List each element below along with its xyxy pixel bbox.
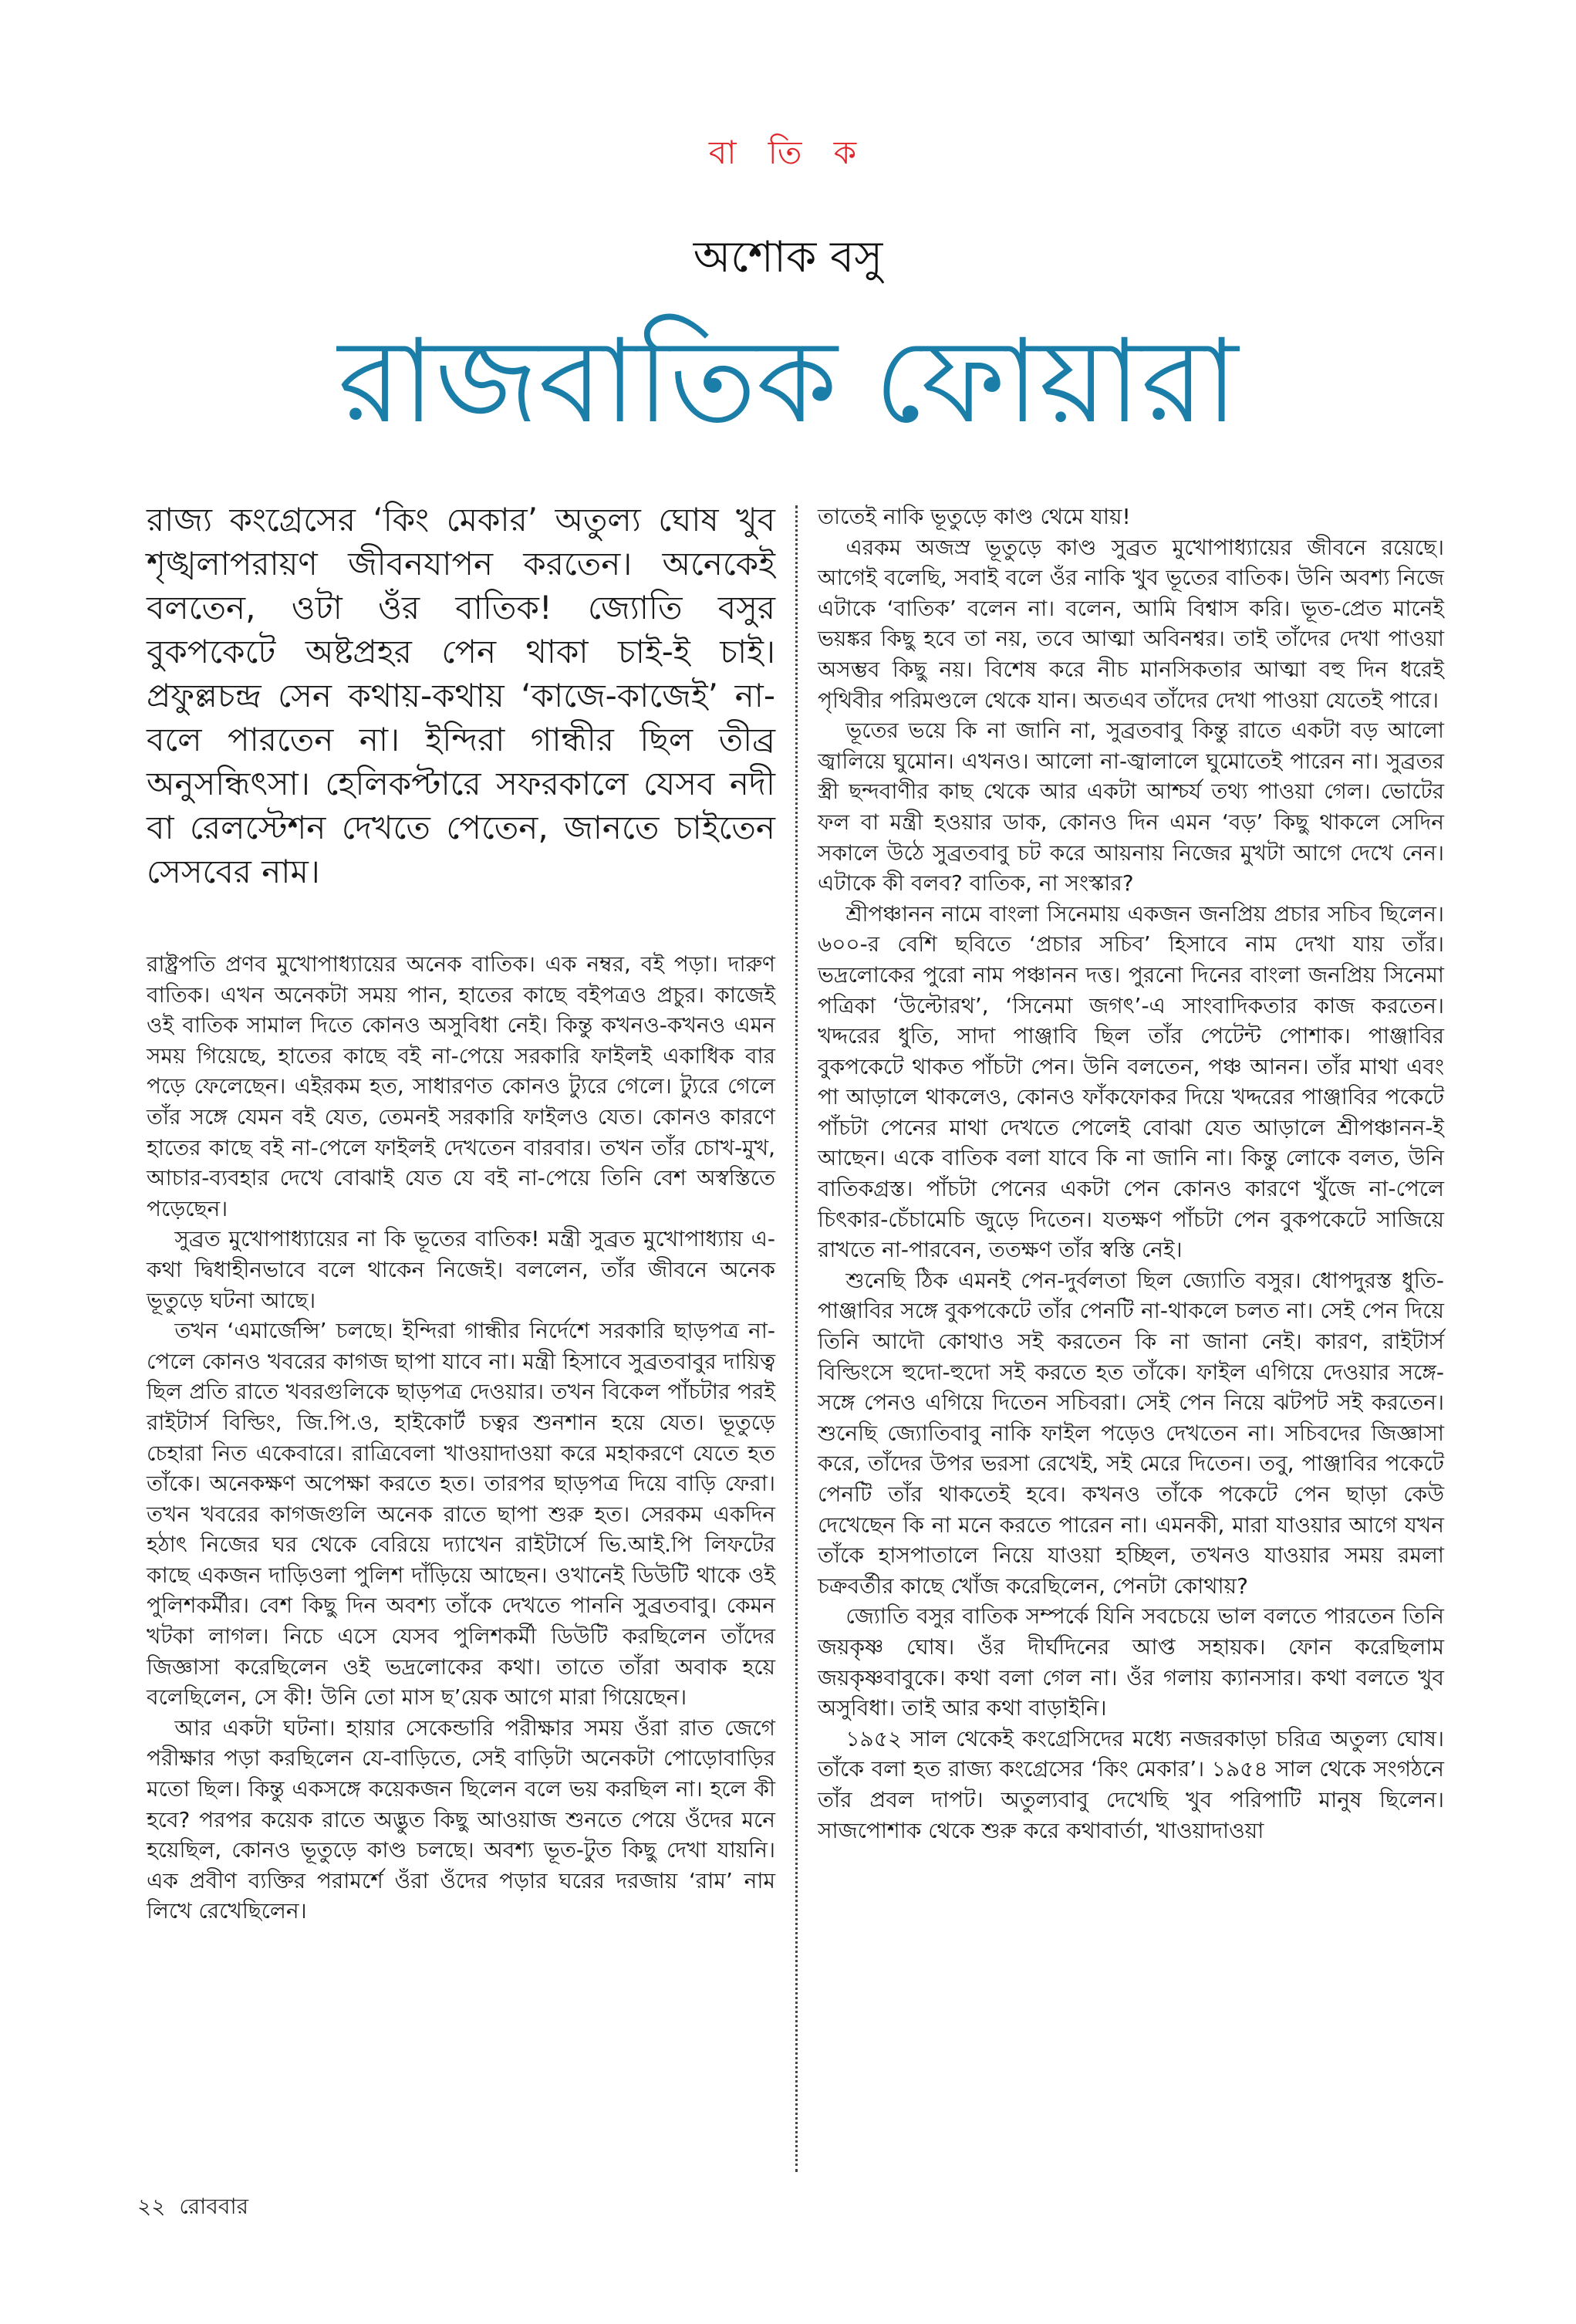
body-paragraph: এরকম অজস্র ভূতুড়ে কাণ্ড সুব্রত মুখোপাধ্যায়ের জীবনে রয়েছে। আগেই বলেছি, সবাই বলে ওঁর নাকি খুব ভূতের বাতিক। উনি অবশ্য নিজে এটাকে ‘বাতিক’ বলেন না। বলেন, আমি বিশ্বাস করি। ভূত-প্রেত মানেই ভয়ঙ্কর কিছু হবে তা নয়, তবে আত্মা অবিনশ্বর। তাই তাঁদের দেখা পাওয়া অসম্ভব কিছু নয়। বিশেষ করে নীচ মানসিকতার আত্মা বহু দিন ধরেই পৃথিবীর পরিমণ্ডলে থেকে যান। অতএব তাঁদের দেখা পাওয়া যেতেই পারে।: [818, 534, 1444, 713]
left-column: [147, 949, 775, 1927]
body-paragraph: তখন ‘এমার্জেন্সি’ চলছে। ইন্দিরা গান্ধীর নির্দেশে সরকারি ছাড়পত্র না-পেলে কোনও খবরের কাগজ ছাপা যাবে না। মন্ত্রী হিসাবে সুব্রতবাবুর দায়িত্ব ছিল প্রতি রাতে খবরগুলিকে ছাড়পত্র দেওয়ার। তখন বিকেল পাঁচটার পরই রাইটার্স বিল্ডিং, জি.পি.ও, হাইকোর্ট চত্বর শুনশান হয়ে যেত। ভূতুড়ে চেহারা নিত একেবারে। রাত্রিবেলা খাওয়াদাওয়া করে মহাকরণে যেতে হত তাঁকে। অনেকক্ষণ অপেক্ষা করতে হত। তারপর ছাড়পত্র দিয়ে বাড়ি ফেরা। তখন খবরের কাগজগুলি অনেক রাতে ছাপা শুরু হত। সেরকম একদিন হঠাৎ নিজের ঘর থেকে বেরিয়ে দ্যাখেন রাইটার্সে ভি.আই.পি লিফটের কাছে একজন দাড়িওলা পুলিশ দাঁড়িয়ে আছেন। ওখানেই ডিউটি থাকে ওই পুলিশকর্মীর। বেশ কিছু দিন অবশ্য তাঁকে দেখতে পাননি সুব্রতবাবু। কেমন খটকা লাগল। নিচে এসে যেসব পুলিশকর্মী ডিউটি করছিলেন তাঁদের জিজ্ঞাসা করেছিলেন ওই ভদ্রলোকের কথা। তাতে তাঁরা অবাক হয়ে বলেছিলেন, সে কী! উনি তো মাস ছ’য়েক আগে মারা গিয়েছেন।: [147, 1318, 775, 1711]
body-paragraph: ১৯৫২ সাল থেকেই কংগ্রেসিদের মধ্যে নজরকাড়া চরিত্র অতুল্য ঘোষ। তাঁকে বলা হত রাজ্য কংগ্রেসের ‘কিং মেকার’। ১৯৫৪ সাল থেকে সংগঠনে তাঁর প্রবল দাপট। অতুল্যবাবু দেখেছি খুব পরিপাটি মানুষ ছিলেন। সাজপোশাক থেকে শুরু করে কথাবার্তা, খাওয়াদাওয়া: [818, 1725, 1444, 1843]
section-label: বা তি ক: [708, 133, 868, 171]
article-title: রাজবাতিক ফোয়ারা: [337, 315, 1239, 449]
publication-name: রোববার: [179, 2194, 248, 2219]
body-paragraph: রাষ্ট্রপতি প্রণব মুখোপাধ্যায়ের অনেক বাতিক। এক নম্বর, বই পড়া। দারুণ বাতিক। এখন অনেকটা সময় পান, হাতের কাছে বইপত্রও প্রচুর। কাজেই ওই বাতিক সামাল দিতে কোনও অসুবিধা নেই। কিন্তু কখনও-কখনও এমন সময় গিয়েছে, হাতের কাছে বই না-পেয়ে সরকারি ফাইলই একাধিক বার পড়ে ফেলেছেন। এইরকম হত, সাধারণত কোনও ট্যুরে গেলে। ট্যুরে গেলে তাঁর সঙ্গে যেমন বই যেত, তেমনই সরকারি ফাইলও যেত। কোনও কারণে হাতের কাছে বই না-পেলে ফাইলই দেখতেন বারবার। তখন তাঁর চোখ-মুখ, আচার-ব্যবহার দেখে বোঝাই যেত যে বই না-পেয়ে তিনি বেশ অস্বস্তিতে পড়েছেন।: [147, 951, 775, 1221]
right-column: [818, 502, 1444, 1846]
column-divider: [795, 505, 798, 2172]
page-number: ২২: [137, 2194, 166, 2219]
body-paragraph-continuation: তাতেই নাকি ভূতুড়ে কাণ্ড থেমে যায়!: [818, 504, 1131, 529]
body-paragraph: আর একটা ঘটনা। হায়ার সেকেন্ডারি পরীক্ষার সময় ওঁরা রাত জেগে পরীক্ষার পড়া করছিলেন যে-বাড়িতে, সেই বাড়িটা অনেকটা পোড়োবাড়ির মতো ছিল। কিন্তু একসঙ্গে কয়েকজন ছিলেন বলে ভয় করছিল না। হলে কী হবে? পরপর কয়েক রাতে অদ্ভুত কিছু আওয়াজ শুনতে পেয়ে ওঁদের মনে হয়েছিল, কোনও ভূতুড়ে কাণ্ড চলছে। অবশ্য ভূত-টুত কিছু দেখা যায়নি। এক প্রবীণ ব্যক্তির পরামর্শে ওঁরা ওঁদের পড়ার ঘরের দরজায় ‘রাম’ নাম লিখে রেখেছিলেন।: [147, 1714, 775, 1924]
body-paragraph: সুব্রত মুখোপাধ্যায়ের না কি ভূতের বাতিক! মন্ত্রী সুব্রত মুখোপাধ্যায় এ-কথা দ্বিধাহীনভাবে বলে থাকেন নিজেই। বললেন, তাঁর জীবনে অনেক ভূতুড়ে ঘটনা আছে।: [147, 1226, 775, 1313]
article-intro: [147, 498, 775, 893]
body-paragraph: ভূতের ভয়ে কি না জানি না, সুব্রতবাবু কিন্তু রাতে একটা বড় আলো জ্বালিয়ে ঘুমোন। এখনও। আলো না-জ্বালালে ঘুমোতেই পারেন না। সুব্রতর স্ত্রী ছন্দবাণীর কাছ থেকে আর একটা আশ্চর্য তথ্য পাওয়া গেল। ভোটের ফল বা মন্ত্রী হওয়ার ডাক, কোনও দিন এমন ‘বড়’ কিছু থাকলে সেদিন সকালে উঠে সুব্রতবাবু চট করে আয়নায় নিজের মুখটা আগে দেখে নেন। এটাকে কী বলব? বাতিক, না সংস্কার?: [818, 718, 1444, 897]
body-paragraph: জ্যোতি বসুর বাতিক সম্পর্কে যিনি সবচেয়ে ভাল বলতে পারতেন তিনি জয়কৃষ্ণ ঘোষ। ওঁর দীর্ঘদিনের আপ্ত সহায়ক। ফোন করেছিলাম জয়কৃষ্ণবাবুকে। কথা বলা গেল না। ওঁর গলায় ক্যানসার। কথা বলতে খুব অসুবিধা। তাই আর কথা বাড়াইনি।: [818, 1603, 1444, 1721]
page-footer: [137, 2190, 262, 2226]
body-paragraph: শ্রীপঞ্চানন নামে বাংলা সিনেমায় একজন জনপ্রিয় প্রচার সচিব ছিলেন। ৬০০-র বেশি ছবিতে ‘প্রচার সচিব’ হিসাবে নাম দেখা যায় তাঁর। ভদ্রলোকের পুরো নাম পঞ্চানন দত্ত। পুরনো দিনের বাংলা জনপ্রিয় সিনেমা পত্রিকা ‘উল্টোরথ’, ‘সিনেমা জগৎ’-এ সাংবাদিকতার কাজ করতেন। খদ্দরের ধুতি, সাদা পাঞ্জাবি ছিল তাঁর পেটেন্ট পোশাক। পাঞ্জাবির বুকপকেটে থাকত পাঁচটা পেন। উনি বলতেন, পঞ্চ আনন। তাঁর মাথা এবং পা আড়ালে থাকলেও, কোনও ফাঁকফোকর দিয়ে খদ্দরের পাঞ্জাবির পকেটে পাঁচটা পেনের মাথা দেখতে পেলেই বোঝা যেত আড়ালে শ্রীপঞ্চানন-ই আছেন। একে বাতিক বলা যাবে কি না জানি না। কিন্তু লোকে বলত, উনি বাতিকগ্রস্ত। পাঁচটা পেনের একটা পেন কোনও কারণে খুঁজে না-পেলে চিৎকার-চেঁচামেচি জুড়ে দিতেন। যতক্ষণ পাঁচটা পেন বুকপকেটে সাজিয়ে রাখতে না-পারবেন, ততক্ষণ তাঁর স্বস্তি নেই।: [818, 900, 1444, 1263]
author-byline: অশোক বসু: [693, 232, 883, 282]
body-paragraph: শুনেছি ঠিক এমনই পেন-দুর্বলতা ছিল জ্যোতি বসুর। ধোপদুরস্ত ধুতি-পাঞ্জাবির সঙ্গে বুকপকেটে তাঁর পেনটি না-থাকলে চলত না। সেই পেন দিয়ে তিনি আদৌ কোথাও সই করতেন কি না জানা নেই। কারণ, রাইটার্স বিল্ডিংসে হুদো-হুদো সই করতে হত তাঁকে। ফাইল এগিয়ে দেওয়ার সঙ্গে-সঙ্গে পেনও এগিয়ে দিতেন সচিবরা। সেই পেন নিয়ে ঝটপট সই করতেন। শুনেছি জ্যোতিবাবু নাকি ফাইল পড়েও দেখতেন না। সচিবদের জিজ্ঞাসা করে, তাঁদের উপর ভরসা রেখেই, সই মেরে দিতেন। তবু, পাঞ্জাবির পকেটে পেনটি তাঁর থাকতেই হবে। কখনও তাঁকে পকেটে পেন ছাড়া কেউ দেখেছেন কি না মনে করতে পারেন না। এমনকী, মারা যাওয়ার আগে যখন তাঁকে হাসপাতালে নিয়ে যাওয়া হচ্ছিল, তখনও যাওয়ার সময় রমলা চক্রবর্তীর কাছে খোঁজ করেছিলেন, পেনটা কোথায়?: [818, 1267, 1444, 1599]
intro-paragraph: রাজ্য কংগ্রেসের ‘কিং মেকার’ অতুল্য ঘোষ খুব শৃঙ্খলাপরায়ণ জীবনযাপন করতেন। অনেকেই বলতেন, ওটা ওঁর বাতিক! জ্যোতি বসুর বুকপকেটে অষ্টপ্রহর পেন থাকা চাই-ই চাই। প্রফুল্লচন্দ্র সেন কথায়-কথায় ‘কাজে-কাজেই’ না-বলে পারতেন না। ইন্দিরা গান্ধীর ছিল তীব্র অনুসন্ধিৎসা। হেলিকপ্টারে সফরকালে যেসব নদী বা রেলস্টেশন দেখতে পেতেন, জানতে চাইতেন সেসবের নাম।: [147, 501, 775, 890]
